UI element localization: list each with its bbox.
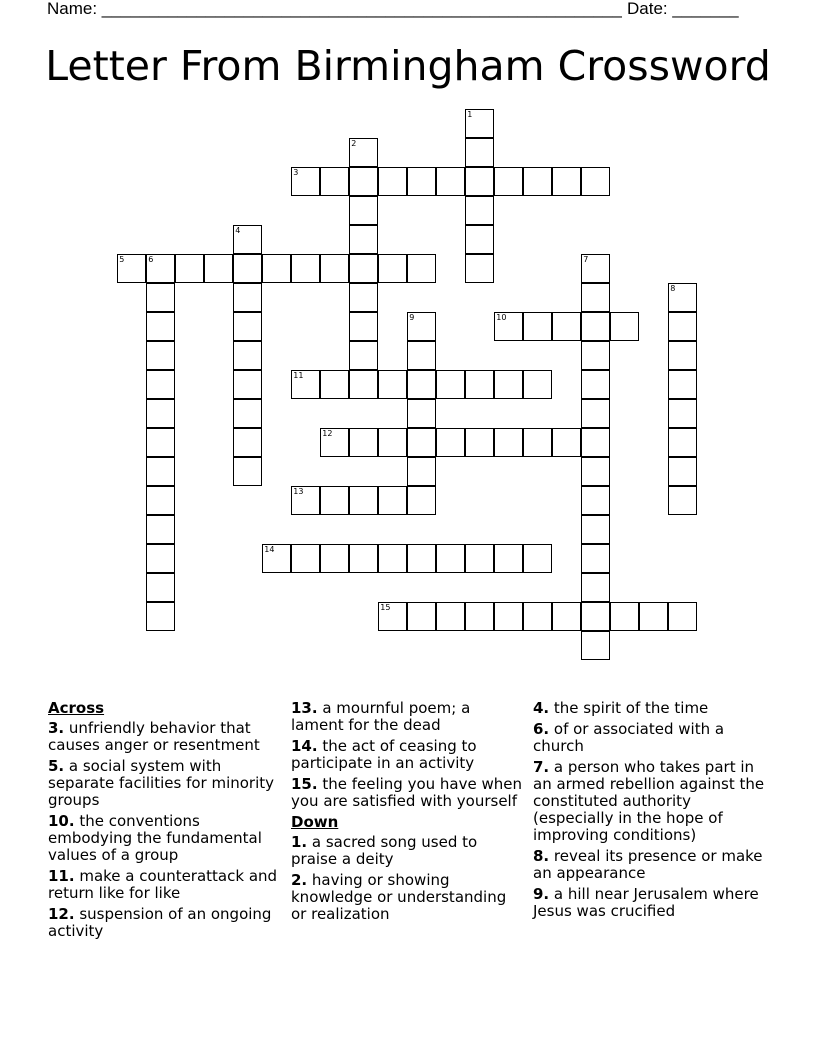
- grid-cell[interactable]: [233, 225, 262, 254]
- clue-across: [291, 776, 523, 810]
- grid-cell[interactable]: [349, 428, 378, 457]
- grid-cell[interactable]: [146, 544, 175, 573]
- grid-cell[interactable]: [378, 254, 407, 283]
- grid-cell[interactable]: [465, 196, 494, 225]
- grid-cell[interactable]: [494, 167, 523, 196]
- clue-number: 11.: [48, 867, 75, 885]
- clue-text: a social system with separate facilities for minority groups: [48, 757, 275, 809]
- grid-cell[interactable]: [639, 602, 668, 631]
- grid-cell[interactable]: [494, 312, 523, 341]
- grid-cell[interactable]: [581, 631, 610, 660]
- grid-cell[interactable]: [291, 167, 320, 196]
- grid-cell[interactable]: [146, 428, 175, 457]
- grid-cell[interactable]: [349, 370, 378, 399]
- grid-cell[interactable]: [668, 486, 697, 515]
- across-heading: Across: [48, 699, 105, 717]
- grid-cell[interactable]: [581, 312, 610, 341]
- grid-cell[interactable]: [465, 225, 494, 254]
- cell-number: 14: [264, 545, 275, 555]
- grid-cell[interactable]: [291, 486, 320, 515]
- grid-cell[interactable]: [581, 428, 610, 457]
- cell-number: 12: [322, 429, 333, 439]
- grid-cell[interactable]: [320, 254, 349, 283]
- grid-cell[interactable]: [233, 283, 262, 312]
- grid-cell[interactable]: [291, 544, 320, 573]
- grid-cell[interactable]: [436, 167, 465, 196]
- clue-text: a hill near Jerusalem where Jesus was crucified: [533, 885, 759, 920]
- grid-cell[interactable]: [378, 486, 407, 515]
- grid-cell[interactable]: [146, 486, 175, 515]
- grid-cell[interactable]: [349, 254, 378, 283]
- clue-down: [533, 848, 773, 882]
- clue-number: 12.: [48, 905, 75, 923]
- grid-cell[interactable]: [581, 486, 610, 515]
- page-title: Letter From Birmingham Crossword: [45, 42, 771, 90]
- grid-cell[interactable]: [494, 544, 523, 573]
- clue-number: 10.: [48, 812, 75, 830]
- grid-cell[interactable]: [407, 428, 436, 457]
- grid-cell[interactable]: [523, 428, 552, 457]
- clue-number: 4.: [533, 699, 550, 717]
- grid-cell[interactable]: [117, 254, 146, 283]
- clue-text: the feeling you have when you are satisfied with yourself: [291, 775, 523, 810]
- grid-cell[interactable]: [407, 602, 436, 631]
- clue-text: suspension of an ongoing activity: [48, 905, 272, 940]
- clue-down: [533, 721, 773, 755]
- grid-cell[interactable]: [581, 399, 610, 428]
- clue-number: 15.: [291, 775, 318, 793]
- clue-down: [291, 834, 523, 868]
- grid-cell[interactable]: [233, 254, 262, 283]
- grid-cell[interactable]: [494, 370, 523, 399]
- grid-cell[interactable]: [233, 341, 262, 370]
- clue-across: [291, 738, 523, 772]
- grid-cell[interactable]: [668, 283, 697, 312]
- grid-cell[interactable]: [668, 428, 697, 457]
- grid-cell[interactable]: [262, 254, 291, 283]
- clue-number: 14.: [291, 737, 318, 755]
- grid-cell[interactable]: [320, 486, 349, 515]
- cell-number: 13: [293, 487, 304, 497]
- name-field-line: Name: _______________________________________________________: [47, 0, 622, 18]
- grid-cell[interactable]: [204, 254, 233, 283]
- grid-cell[interactable]: [581, 602, 610, 631]
- cell-number: 1: [467, 110, 473, 120]
- grid-cell[interactable]: [581, 370, 610, 399]
- clues-column-2: [291, 700, 523, 927]
- grid-cell[interactable]: [436, 428, 465, 457]
- grid-cell[interactable]: [581, 283, 610, 312]
- grid-cell[interactable]: [494, 602, 523, 631]
- clue-text: having or showing knowledge or understanding or realization: [291, 871, 507, 923]
- grid-cell[interactable]: [349, 283, 378, 312]
- grid-cell[interactable]: [465, 109, 494, 138]
- grid-cell[interactable]: [291, 254, 320, 283]
- cell-number: 10: [496, 313, 507, 323]
- grid-cell[interactable]: [523, 602, 552, 631]
- grid-cell[interactable]: [523, 370, 552, 399]
- cell-number: 3: [293, 168, 299, 178]
- clue-across: [291, 700, 523, 734]
- grid-cell[interactable]: [233, 312, 262, 341]
- cell-number: 9: [409, 313, 415, 323]
- grid-cell[interactable]: [465, 254, 494, 283]
- cell-number: 8: [670, 284, 676, 294]
- grid-cell[interactable]: [378, 428, 407, 457]
- clue-down: [291, 872, 523, 923]
- clue-text: the spirit of the time: [549, 699, 709, 717]
- clue-text: the conventions embodying the fundamental values of a group: [48, 812, 262, 864]
- grid-cell[interactable]: [465, 138, 494, 167]
- clue-text: a sacred song used to praise a deity: [291, 833, 478, 868]
- grid-cell[interactable]: [610, 602, 639, 631]
- grid-cell[interactable]: [668, 399, 697, 428]
- cell-number: 6: [148, 255, 154, 265]
- date-field-line: Date: _______: [627, 0, 739, 18]
- grid-cell[interactable]: [175, 254, 204, 283]
- clue-number: 2.: [291, 871, 308, 889]
- grid-cell[interactable]: [552, 312, 581, 341]
- grid-cell[interactable]: [146, 457, 175, 486]
- grid-cell[interactable]: [146, 602, 175, 631]
- grid-cell[interactable]: [523, 167, 552, 196]
- grid-cell[interactable]: [407, 254, 436, 283]
- clue-text: a person who takes part in an armed rebellion against the constituted authority (especially in the hope of improving conditions): [533, 758, 765, 844]
- clue-text: reveal its presence or make an appearance: [533, 847, 763, 882]
- grid-cell[interactable]: [320, 370, 349, 399]
- grid-cell[interactable]: [349, 138, 378, 167]
- cell-number: 7: [583, 255, 589, 265]
- grid-cell[interactable]: [378, 544, 407, 573]
- grid-cell[interactable]: [407, 457, 436, 486]
- clue-number: 6.: [533, 720, 550, 738]
- down-heading: Down: [291, 813, 339, 831]
- clue-down: [533, 700, 773, 717]
- grid-cell[interactable]: [668, 602, 697, 631]
- grid-cell[interactable]: [233, 457, 262, 486]
- grid-cell[interactable]: [349, 196, 378, 225]
- grid-cell[interactable]: [349, 225, 378, 254]
- grid-cell[interactable]: [378, 370, 407, 399]
- grid-cell[interactable]: [146, 312, 175, 341]
- clue-down: [533, 759, 773, 844]
- cell-number: 4: [235, 226, 241, 236]
- grid-cell[interactable]: [320, 544, 349, 573]
- grid-cell[interactable]: [668, 370, 697, 399]
- grid-cell[interactable]: [494, 428, 523, 457]
- grid-cell[interactable]: [581, 573, 610, 602]
- clue-text: a mournful poem; a lament for the dead: [291, 699, 471, 734]
- clue-number: 7.: [533, 758, 550, 776]
- clue-number: 13.: [291, 699, 318, 717]
- grid-cell[interactable]: [233, 399, 262, 428]
- grid-cell[interactable]: [291, 370, 320, 399]
- grid-cell[interactable]: [581, 515, 610, 544]
- grid-cell[interactable]: [552, 167, 581, 196]
- clue-number: 9.: [533, 885, 550, 903]
- grid-cell[interactable]: [465, 167, 494, 196]
- grid-cell[interactable]: [581, 167, 610, 196]
- clue-text: make a counterattack and return like for like: [48, 867, 278, 902]
- clue-number: 8.: [533, 847, 550, 865]
- clues-column-3: [533, 700, 773, 924]
- grid-cell[interactable]: [146, 254, 175, 283]
- grid-cell[interactable]: [668, 341, 697, 370]
- clue-number: 5.: [48, 757, 65, 775]
- clue-number: 3.: [48, 719, 65, 737]
- grid-cell[interactable]: [523, 544, 552, 573]
- clue-across: [48, 758, 280, 809]
- grid-cell[interactable]: [233, 370, 262, 399]
- grid-cell[interactable]: [407, 370, 436, 399]
- grid-cell[interactable]: [436, 602, 465, 631]
- grid-cell[interactable]: [407, 486, 436, 515]
- grid-cell[interactable]: [233, 428, 262, 457]
- cell-number: 11: [293, 371, 304, 381]
- clue-text: unfriendly behavior that causes anger or resentment: [48, 719, 260, 754]
- cell-number: 15: [380, 603, 391, 613]
- grid-cell[interactable]: [407, 167, 436, 196]
- grid-cell[interactable]: [465, 544, 494, 573]
- grid-cell[interactable]: [407, 341, 436, 370]
- grid-cell[interactable]: [378, 602, 407, 631]
- clues-column-1: [48, 700, 280, 944]
- grid-cell[interactable]: [320, 428, 349, 457]
- cell-number: 5: [119, 255, 125, 265]
- grid-cell[interactable]: [146, 515, 175, 544]
- clue-down: [533, 886, 773, 920]
- clue-across: [48, 906, 280, 940]
- grid-cell[interactable]: [349, 167, 378, 196]
- grid-cell[interactable]: [465, 602, 494, 631]
- cell-number: 2: [351, 139, 357, 149]
- grid-cell[interactable]: [146, 370, 175, 399]
- grid-cell[interactable]: [407, 544, 436, 573]
- grid-cell[interactable]: [407, 399, 436, 428]
- clue-across: [48, 720, 280, 754]
- grid-cell[interactable]: [436, 544, 465, 573]
- clue-text: of or associated with a church: [533, 720, 725, 755]
- grid-cell[interactable]: [349, 341, 378, 370]
- grid-cell[interactable]: [668, 312, 697, 341]
- grid-cell[interactable]: [436, 370, 465, 399]
- grid-cell[interactable]: [349, 544, 378, 573]
- grid-cell[interactable]: [349, 486, 378, 515]
- grid-cell[interactable]: [581, 341, 610, 370]
- grid-cell[interactable]: [552, 602, 581, 631]
- grid-cell[interactable]: [146, 283, 175, 312]
- grid-cell[interactable]: [581, 457, 610, 486]
- grid-cell[interactable]: [465, 370, 494, 399]
- grid-cell[interactable]: [523, 312, 552, 341]
- grid-cell[interactable]: [262, 544, 291, 573]
- clue-across: [48, 868, 280, 902]
- grid-cell[interactable]: [552, 428, 581, 457]
- grid-cell[interactable]: [668, 457, 697, 486]
- clue-number: 1.: [291, 833, 308, 851]
- grid-cell[interactable]: [378, 167, 407, 196]
- grid-cell[interactable]: [146, 573, 175, 602]
- grid-cell[interactable]: [407, 312, 436, 341]
- grid-cell[interactable]: [610, 312, 639, 341]
- grid-cell[interactable]: [146, 399, 175, 428]
- grid-cell[interactable]: [320, 167, 349, 196]
- grid-cell[interactable]: [465, 428, 494, 457]
- clue-across: [48, 813, 280, 864]
- grid-cell[interactable]: [146, 341, 175, 370]
- grid-cell[interactable]: [349, 312, 378, 341]
- clue-text: the act of ceasing to participate in an activity: [291, 737, 477, 772]
- grid-cell[interactable]: [581, 254, 610, 283]
- grid-cell[interactable]: [581, 544, 610, 573]
